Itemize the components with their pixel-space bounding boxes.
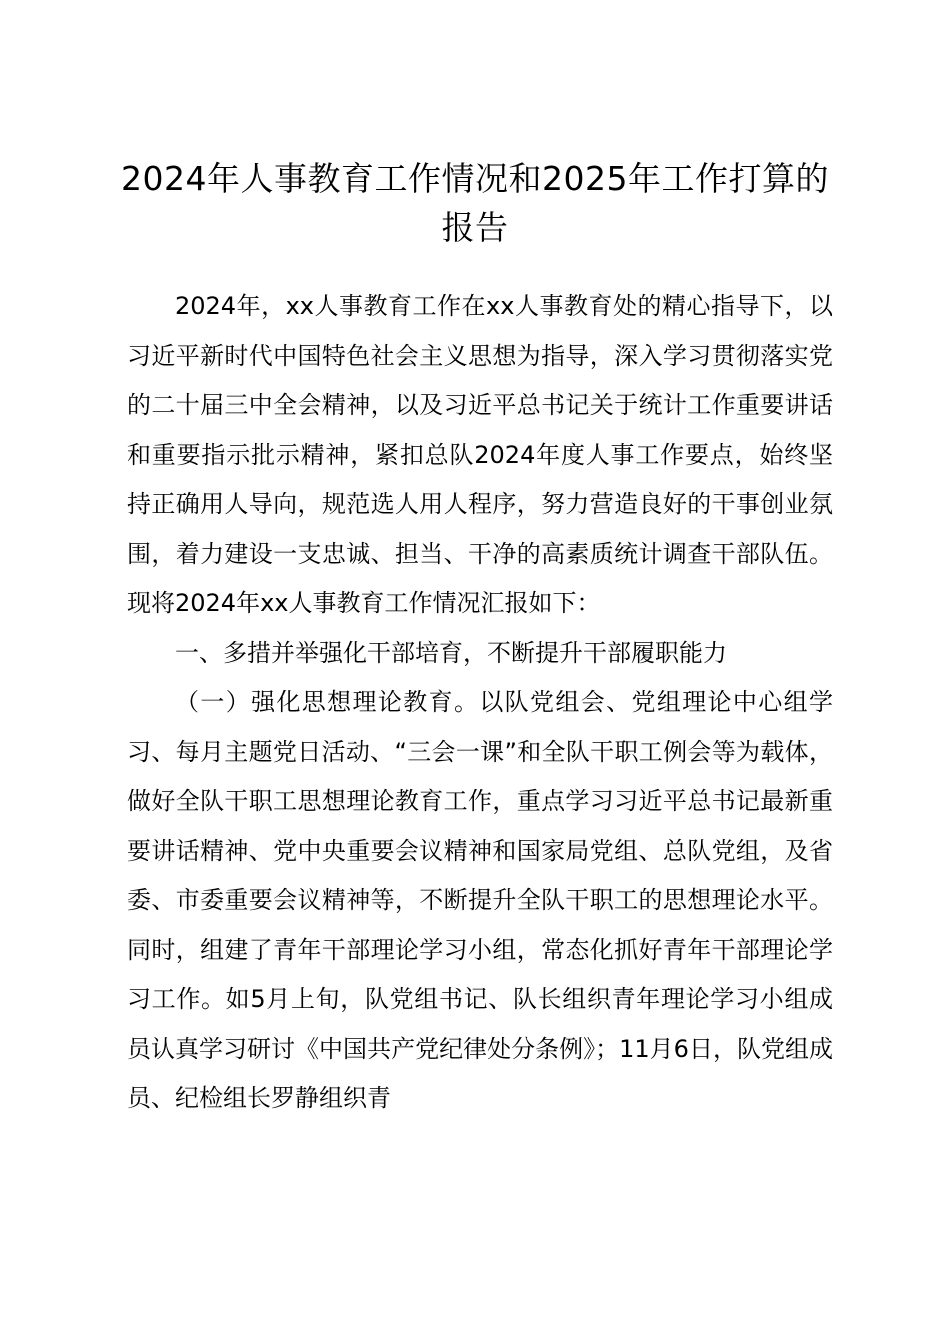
paragraph-intro: 2024年，xx人事教育工作在xx人事教育处的精心指导下，以习近平新时代中国特色社会主义思想为指导，深入学习贯彻落实党的二十届三中全会精神，以及习近平总书记关于统计工作重要讲话和重要指示批示精神，紧扣总队2024年度人事工作要点，始终坚持正确用人导向，规范选人用人程序，努力营造良好的干事创业氛围，着力建设一支忠诚、担当、干净的高素质统计调查干部队伍。现将2024年xx人事教育工作情况汇报如下： (127, 292, 833, 617)
document-title: 2024年人事教育工作情况和2025年工作打算的报告 (121, 159, 829, 247)
paragraph-section-1-1: （一）强化思想理论教育。以队党组会、党组理论中心组学习、每月主题党日活动、“三会一课”和全队干职工例会等为载体，做好全队干职工思想理论教育工作，重点学习习近平总书记最新重要讲话精神、党中央重要会议精神和国家局党组、总队党组，及省委、市委重要会议精神等，不断提升全队干职工的思想理论水平。同时，组建了青年干部理论学习小组，常态化抓好青年干部理论学习工作。如5月上旬，队党组书记、队长组织青年理论学习小组成员认真学习研讨《中国共产党纪律处分条例》；11月6日，队党组成员、纪检组长罗静组织青 (127, 688, 833, 1112)
section-heading-1: 一、多措并举强化干部培育，不断提升干部履职能力 (175, 638, 727, 667)
document-body (127, 282, 833, 1124)
